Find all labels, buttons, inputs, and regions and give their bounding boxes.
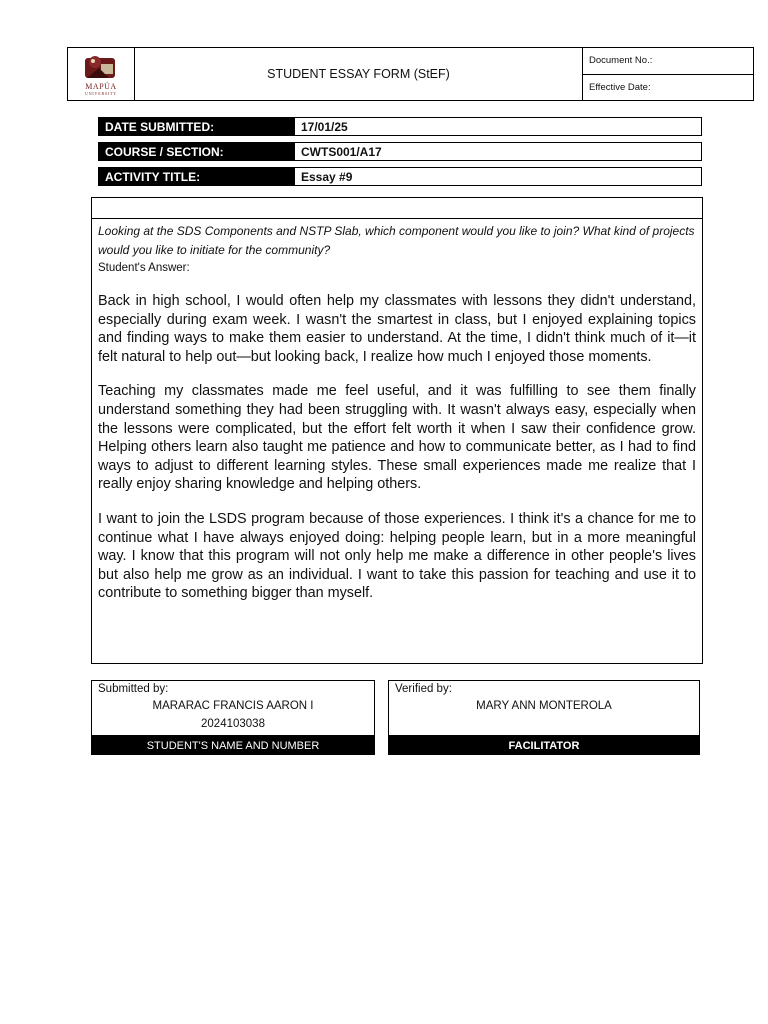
student-caption: STUDENT'S NAME AND NUMBER — [91, 736, 375, 755]
document-meta — [583, 48, 753, 100]
submitted-by-box — [91, 680, 375, 736]
submitted-by-block — [91, 680, 375, 755]
answer-label: Student's Answer: — [98, 262, 190, 274]
activity-title-label: ACTIVITY TITLE: — [99, 168, 295, 185]
activity-title-row — [98, 167, 702, 186]
date-submitted-value: 17/01/25 — [301, 119, 348, 134]
logo-text: MAPÚA — [85, 82, 117, 91]
essay-question: Looking at the SDS Components and NSTP Slab, which component would you like to join? What kind of projects would you like to initiate for the community? — [98, 224, 695, 257]
form-title: STUDENT ESSAY FORM (StEF) — [135, 48, 583, 100]
facilitator-caption: FACILITATOR — [388, 736, 700, 755]
date-submitted-label: DATE SUBMITTED: — [99, 118, 295, 135]
student-name: MARARAC FRANCIS AARON I — [152, 700, 314, 712]
course-section-value: CWTS001/A17 — [301, 144, 382, 159]
form-header — [67, 47, 754, 101]
course-section-label: COURSE / SECTION: — [99, 143, 295, 160]
submitted-by-label: Submitted by: — [98, 683, 169, 695]
activity-title-value: Essay #9 — [301, 169, 353, 184]
essay-box — [91, 218, 703, 664]
document-no-label: Document No.: — [589, 55, 653, 67]
blank-row — [91, 197, 703, 219]
essay-paragraph-1: Back in high school, I would often help my classmates with lessons they didn't understand, especially during exam week. I wasn't the smartest in class, but I enjoyed explaining topics and finding ways to make them easier to understand. At the time, I didn't think much of it—it felt natural to help out—but looking back, I realize how much I enjoyed those moments. — [98, 293, 696, 365]
verified-by-label: Verified by: — [395, 683, 452, 695]
essay-paragraph-2: Teaching my classmates made me feel useful, and it was fulfilling to see them finally understand something they had been struggling with. It wasn't always easy, especially when the lessons were complicated, but the effort felt worth it when I saw their confidence grow. Helping others learn also taught me patience and how to communicate better, as I had to find ways to adjust to different learning styles. These small experiences made me realize that I really enjoy sharing knowledge and helping others. — [98, 383, 696, 493]
course-section-row — [98, 142, 702, 161]
verified-by-box — [388, 680, 700, 736]
essay-paragraph-3: I want to join the LSDS program because of those experiences. I think it's a chance for me to continue what I have always enjoyed doing: helping people learn, but in a more meaningful way. I know that this program will not only help me make a difference in other people's lives but also help me grow as an individual. I want to take this passion for teaching and use it to contribute to something bigger than myself. — [98, 510, 696, 602]
verified-by-block — [388, 680, 700, 755]
university-logo — [68, 48, 135, 100]
date-submitted-row — [98, 117, 702, 136]
student-number: 2024103038 — [201, 718, 265, 730]
facilitator-name: MARY ANN MONTEROLA — [476, 700, 612, 712]
seal-icon — [81, 52, 121, 82]
effective-date-label: Effective Date: — [583, 74, 753, 101]
logo-subtext: UNIVERSITY — [85, 91, 117, 96]
